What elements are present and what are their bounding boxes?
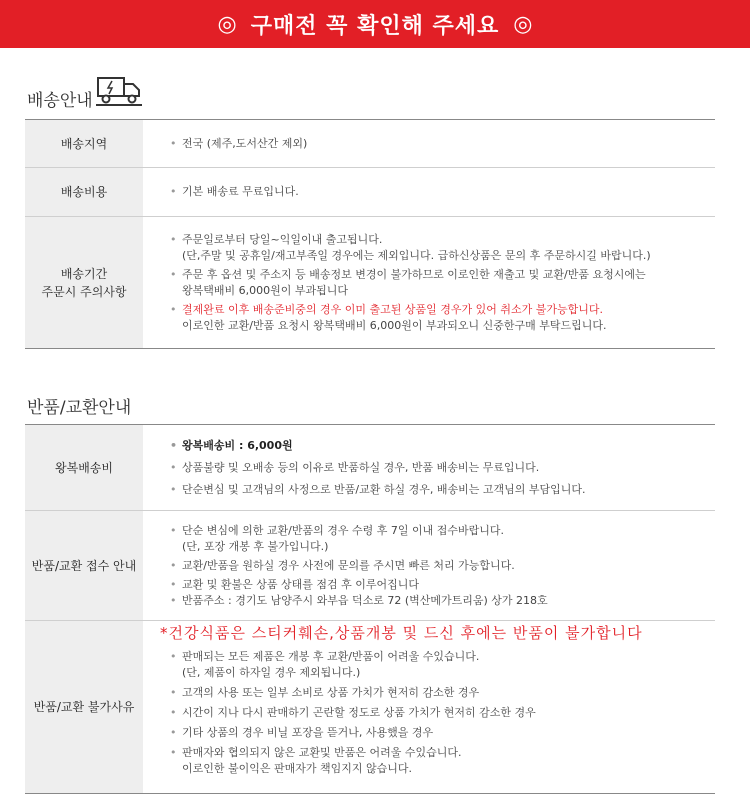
returns-table — [25, 424, 715, 794]
truck-icon — [96, 74, 142, 106]
list-item: • 판매자와 협의되지 않은 교환및 반품은 어려울 수있습니다. — [170, 745, 715, 761]
table-row — [25, 621, 715, 794]
list-item-sub: 왕복택배비 6,000원이 부과됩니다 — [182, 283, 348, 297]
list-item: • 교환/반품을 원하실 경우 사전에 문의를 주시면 빠른 처리 가능합니다. — [170, 558, 715, 574]
list-item: • 결제완료 이후 배송준비중의 경우 이미 출고된 상품일 경우가 있어 취소가 불가능합니다. — [170, 302, 715, 318]
row-content — [170, 168, 715, 216]
row-label: 반품/교환 접수 안내 — [25, 511, 143, 620]
list-item-sub: (단,주말 및 공휴일/재고부족일 경우에는 제외입니다. 급하신상품은 문의 후 주문하시길 바랍니다.) — [182, 248, 651, 262]
list-item: • 시간이 지나 다시 판매하기 곤란할 정도로 상품 가치가 현저히 감소한 경우 — [170, 705, 715, 721]
list-item-sub: (단, 제품이 하자일 경우 제외됩니다.) — [182, 666, 361, 679]
list-item-sub: 이로인한 교환/반품 요청시 왕복택배비 6,000원이 부과되오니 신중한구매 부탁드립니다. — [182, 318, 607, 332]
list-item: • 왕복배송비 : 6,000원 — [170, 438, 715, 454]
list-item: • 전국 (제주,도서산간 제외) — [170, 136, 715, 152]
list-item: • 주문 후 옵션 및 주소지 등 배송정보 변경이 불가하므로 이로인한 재출고 및 교환/반품 요청시에는 — [170, 267, 715, 283]
row-label: 배송비용 — [25, 168, 143, 216]
row-content — [170, 120, 715, 167]
table-row — [25, 217, 715, 349]
row-label: 배송지역 — [25, 120, 143, 167]
row-label: 배송기간 주문시 주의사항 — [25, 217, 143, 348]
row-label: 반품/교환 불가사유 — [25, 621, 143, 793]
list-item: • 주문일로부터 당일~익일이내 출고됩니다. — [170, 232, 715, 248]
table-row — [25, 120, 715, 168]
list-item: • 고객의 사용 또는 일부 소비로 상품 가치가 현저히 감소한 경우 — [170, 685, 715, 701]
list-item: • 반품주소 : 경기도 남양주시 와부읍 덕소로 72 (벽산메가트리움) 상가 218호 — [170, 593, 715, 609]
list-item: • 기타 상품의 경우 비닐 포장을 뜯거나, 사용했을 경우 — [170, 725, 715, 741]
list-item-sub: (단, 포장 개봉 후 불가입니다.) — [182, 539, 329, 553]
list-item: • 판매되는 모든 제품은 개봉 후 교환/반품이 어려울 수있습니다. — [170, 649, 715, 665]
shipping-section-title: 배송안내 — [27, 91, 93, 111]
list-item: • 단순 변심에 의한 교환/반품의 경우 수령 후 7일 이내 접수바랍니다. — [170, 523, 715, 539]
list-item: • 교환 및 환불은 상품 상태를 점검 후 이루어집니다 — [170, 577, 715, 593]
header-banner — [0, 0, 750, 48]
row-label: 왕복배송비 — [25, 425, 143, 510]
shipping-table — [25, 119, 715, 349]
row-content — [170, 425, 715, 510]
table-row — [25, 511, 715, 621]
circle-mark-icon: ◎ — [217, 11, 237, 37]
list-item-sub: 이로인한 불이익은 판매자가 책임지지 않습니다. — [182, 762, 413, 775]
list-item: • 단순변심 및 고객님의 사정으로 반품/교환 하실 경우, 배송비는 고객님의 부담입니다. — [170, 482, 715, 498]
banner-title: 구매전 꼭 확인해 주세요 — [250, 13, 500, 39]
table-row — [25, 168, 715, 217]
circle-mark-icon: ◎ — [513, 11, 533, 37]
returns-section-title: 반품/교환안내 — [27, 398, 132, 418]
row-content — [170, 511, 715, 620]
row-content — [170, 217, 715, 348]
table-row — [25, 425, 715, 511]
non-returnable-notice: *건강식품은 스티커훼손,상품개봉 및 드신 후에는 반품이 불가합니다 — [160, 624, 643, 642]
list-item: • 상품불량 및 오배송 등의 이유로 반품하실 경우, 반품 배송비는 무료입니다. — [170, 460, 715, 476]
list-item: • 기본 배송료 무료입니다. — [170, 184, 715, 200]
row-content — [170, 649, 715, 793]
